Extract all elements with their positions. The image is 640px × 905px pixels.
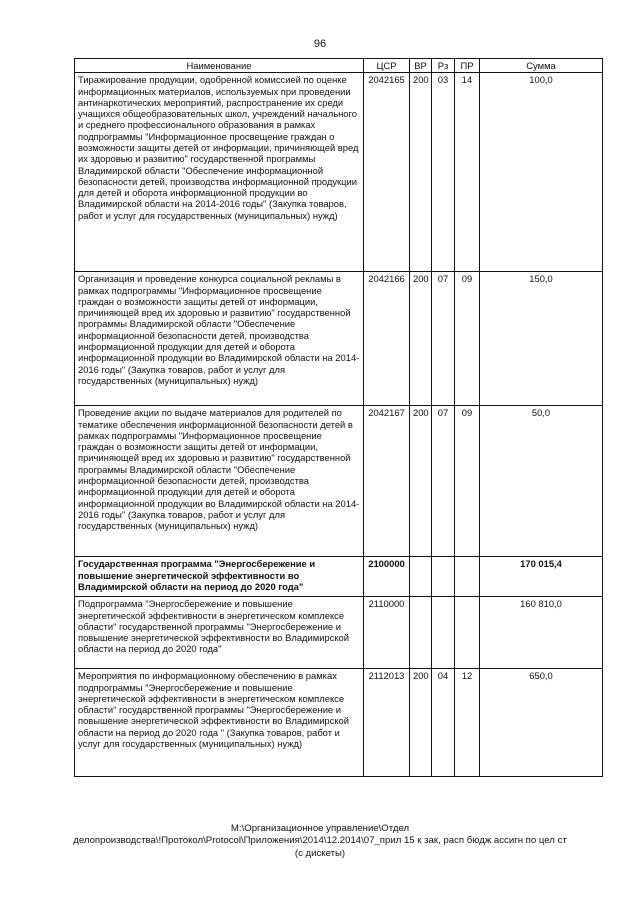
row-pr: 09 — [455, 272, 480, 406]
page-number: 96 — [313, 38, 327, 50]
row-vr: 200 — [410, 669, 432, 777]
row-vr: 200 — [410, 272, 432, 406]
row-sum: 100,0 — [480, 73, 603, 272]
row-name: Тиражирование продукции, одобренной комиссией по оценке информационных материалов, используемых при проведении антинаркотических мероприятий, распространение их среди учащихся общеобразовательных школ, учреждений начального и среднего профессионального образования в рамках подпрограммы "Информационное просвещение граждан о возможности защиты детей от информации, причиняющей вред их здоровью и развитию" государственной программы Владимирской области "Обеспечение информационной безопасности детей, производства информационной продукции для детей и оборота информационной продукции во Владимирской области на 2014-2016 годы" (Закупка товаров, работ и услуг для государственных (муниципальных) нужд) — [75, 73, 364, 272]
table-row — [75, 73, 603, 272]
table-row — [75, 669, 603, 777]
row-rz: 07 — [432, 272, 455, 406]
table-row — [75, 272, 603, 406]
footer-line-3: (с дискеты) — [294, 847, 346, 859]
row-csr: 2042165 — [364, 73, 410, 272]
row-vr: 200 — [410, 73, 432, 272]
header-pr: ПР — [455, 59, 480, 73]
table-row — [75, 557, 603, 597]
row-name: Проведение акции по выдаче материалов для родителей по тематике обеспечения информационной безопасности детей в рамках подпрограммы "Информационное просвещение граждан о возможности защиты детей от информации, причиняющей вред их здоровью и развитию" государственной программы Владимирской области "Обеспечение информационной безопасности детей, производства информационной продукции для детей и оборота информационной продукции во Владимирской области на 2014-2016 годы" (Закупка товаров, работ и услуг для государственных (муниципальных) нужд) — [75, 406, 364, 557]
budget-table — [74, 58, 603, 777]
row-rz — [432, 597, 455, 669]
table-header-row — [75, 59, 603, 73]
header-rz: Рз — [432, 59, 455, 73]
table-row — [75, 597, 603, 669]
row-sum: 150,0 — [480, 272, 603, 406]
row-pr: 14 — [455, 73, 480, 272]
row-name: Мероприятия по информационному обеспечению в рамках подпрограммы "Энергосбережение и повышение энергетической эффективности в энергетическом комплексе области" государственной программы "Энергосбережение и повышение энергетической эффективности во Владимирской области на период до 2020 года " (Закупка товаров, работ и услуг для государственных (муниципальных) нужд) — [75, 669, 364, 777]
row-csr: 2042166 — [364, 272, 410, 406]
row-name: Государственная программа "Энергосбережение и повышение энергетической эффективности во Владимирской области на период до 2020 года" — [75, 557, 364, 597]
row-sum: 650,0 — [480, 669, 603, 777]
row-pr: 12 — [455, 669, 480, 777]
row-vr — [410, 597, 432, 669]
row-vr — [410, 557, 432, 597]
footer-line-2: делопроизводства\!Протокол\Protocol\Приложения\2014\12.2014\07_прил 15 к зак, расп бюдж ассигн по цел ст — [73, 835, 567, 847]
row-rz: 07 — [432, 406, 455, 557]
row-rz: 04 — [432, 669, 455, 777]
row-pr — [455, 557, 480, 597]
header-sum: Сумма — [480, 59, 603, 73]
header-vr: ВР — [410, 59, 432, 73]
header-csr: ЦСР — [364, 59, 410, 73]
row-rz: 03 — [432, 73, 455, 272]
row-sum: 50,0 — [480, 406, 603, 557]
row-pr: 09 — [455, 406, 480, 557]
row-csr: 2100000 — [364, 557, 410, 597]
row-vr: 200 — [410, 406, 432, 557]
row-sum: 160 810,0 — [480, 597, 603, 669]
table-row — [75, 406, 603, 557]
footer-line-1: M:\Организационное управление\Отдел — [230, 823, 410, 834]
row-name: Организация и проведение конкурса социальной рекламы в рамках подпрограммы "Информационное просвещение граждан о возможности защиты детей от информации, причиняющей вред их здоровью и развитию" государственной программы Владимирской области "Обеспечение информационной безопасности детей, производства информационной продукции для детей и оборота информационной продукции во Владимирской области на 2014-2016 годы" (Закупка товаров, работ и услуг для государственных (муниципальных) нужд) — [75, 272, 364, 406]
row-csr: 2042167 — [364, 406, 410, 557]
row-pr — [455, 597, 480, 669]
row-rz — [432, 557, 455, 597]
file-path-footer — [40, 823, 600, 860]
row-sum: 170 015,4 — [480, 557, 603, 597]
row-csr: 2112013 — [364, 669, 410, 777]
row-name: Подпрограмма "Энергосбережение и повышение энергетической эффективности в энергетическом комплексе области" государственной программы "Энергосбережение и повышение энергетической эффективности во Владимирской области на период до 2020 года" — [75, 597, 364, 669]
row-csr: 2110000 — [364, 597, 410, 669]
header-name: Наименование — [75, 59, 364, 73]
